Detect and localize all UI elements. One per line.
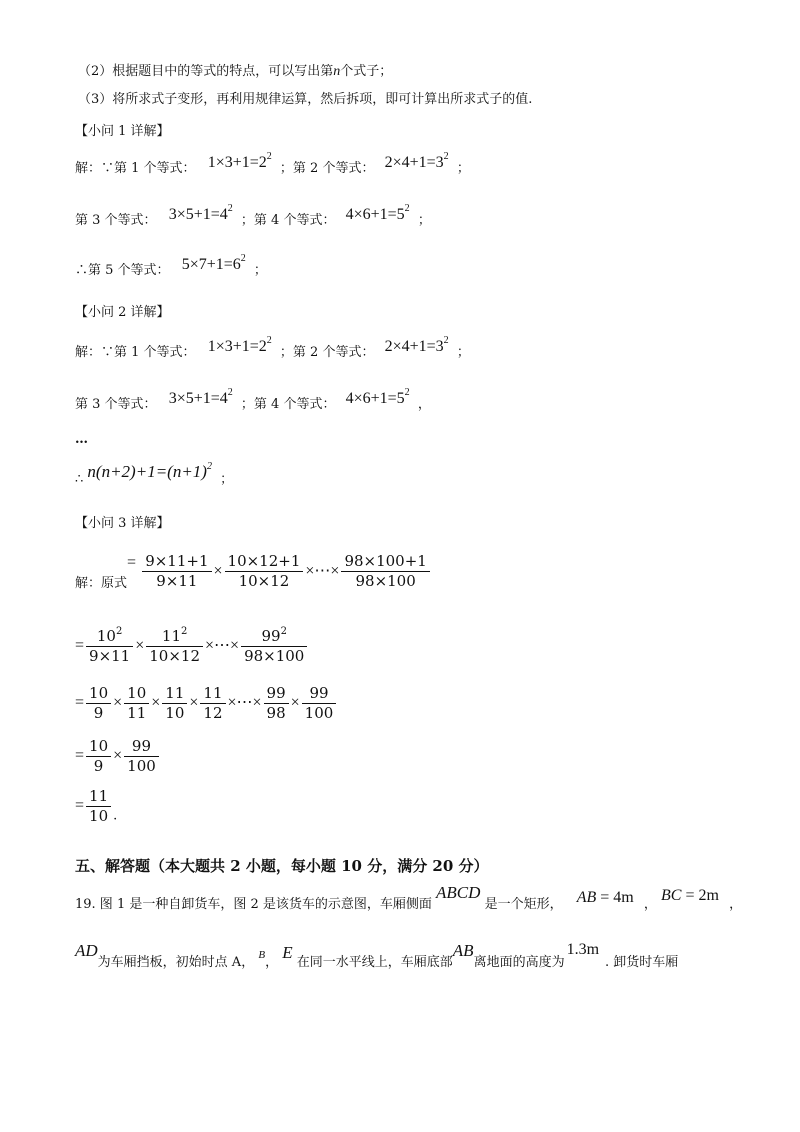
- p19-ad-text: 为车厢挡板，初始时点 A，: [97, 955, 255, 970]
- q2-header: 【小问 2 详解】: [75, 305, 170, 320]
- intro-line-2: [78, 64, 392, 80]
- semi: ；: [220, 472, 234, 487]
- equals: =: [127, 554, 137, 571]
- solve-label: 解：∵第 1 个等式：: [75, 161, 196, 176]
- solve-label: 解：∵第 1 个等式：: [75, 345, 196, 360]
- fraction: [86, 788, 111, 825]
- eq-3-base: 3×5+1=4: [168, 390, 228, 407]
- intro-text: （2）根据题目中的等式的特点，可以写出第: [78, 64, 334, 79]
- general-base: n(n+2)+1=(n+1): [87, 462, 207, 481]
- fraction: [241, 625, 307, 665]
- exp: 2: [266, 335, 272, 346]
- denominator: 9: [93, 756, 104, 775]
- exp: 2: [206, 461, 212, 472]
- numerator: 11: [200, 685, 225, 704]
- eq-5-base: 5×7+1=6: [181, 256, 241, 273]
- sep: ；第 2 个等式：: [279, 161, 375, 176]
- solve-label: 解：原式: [75, 576, 128, 591]
- exp: 2: [443, 335, 449, 346]
- eq-2: [384, 335, 449, 355]
- q2-general: [75, 461, 234, 488]
- q1-line-3: [75, 253, 267, 279]
- exp: 2: [115, 625, 123, 637]
- denominator: 11: [127, 703, 147, 722]
- eq-4: [345, 203, 410, 223]
- exp: 2: [181, 625, 188, 637]
- eq-4-base: 4×6+1=5: [345, 206, 405, 223]
- q3-row-5: [75, 786, 117, 837]
- sep: ；第 4 个等式：: [240, 213, 336, 228]
- semi: ；: [417, 213, 431, 228]
- times: ×: [113, 694, 123, 711]
- ab-equation: [577, 889, 634, 906]
- q3-row-4: [75, 736, 161, 777]
- numerator: 98×100+1: [341, 553, 429, 572]
- exp: 2: [227, 203, 233, 214]
- eq-1-base: 1×3+1=2: [207, 154, 267, 171]
- q3-header: 【小问 3 详解】: [75, 516, 170, 531]
- q2-line-2: [75, 387, 431, 413]
- p19-tail: . 卸货时车厢: [605, 955, 679, 970]
- sep: ；第 2 个等式：: [279, 345, 375, 360]
- numerator: 10: [124, 685, 149, 704]
- exp: 2: [266, 151, 272, 162]
- q2-line-1: [75, 335, 470, 361]
- denominator: 100: [127, 756, 156, 775]
- fraction: [124, 738, 159, 775]
- numerator: 11: [162, 685, 187, 704]
- numerator: [146, 625, 203, 647]
- denominator: 98×100: [355, 572, 416, 590]
- denominator: 98×100: [244, 646, 305, 665]
- eq-3-base: 3×5+1=4: [168, 206, 228, 223]
- exp: 2: [443, 151, 449, 162]
- fraction: [200, 685, 225, 722]
- semi: ；: [456, 161, 470, 176]
- p19-e-text: 在同一水平线上，车厢底部: [296, 955, 453, 970]
- q1-header: 【小问 1 详解】: [75, 124, 170, 139]
- general-formula: [87, 462, 212, 481]
- eq-2: [384, 151, 449, 171]
- times: ×: [113, 747, 123, 764]
- eq-3: [168, 387, 233, 407]
- q3-row-1: [75, 543, 432, 604]
- denominator: 10×12: [149, 646, 201, 665]
- fraction: [86, 685, 111, 722]
- eq-2-base: 2×4+1=3: [384, 338, 444, 355]
- eq-2-base: 2×4+1=3: [384, 154, 444, 171]
- times-ellipsis: ×⋯×: [205, 637, 240, 654]
- numerator: 11: [86, 788, 111, 807]
- var-ad: AD: [75, 941, 98, 960]
- numerator-base: 99: [261, 626, 281, 645]
- bc-value: = 2m: [681, 887, 719, 904]
- exp: 2: [227, 387, 233, 398]
- numerator: 99: [124, 738, 159, 757]
- fraction: [264, 685, 289, 722]
- label-3: 第 3 个等式：: [75, 397, 157, 412]
- times-ellipsis: ×⋯×: [227, 694, 262, 711]
- var-n: n: [333, 64, 341, 79]
- q1-line-2: [75, 203, 431, 229]
- sep: ；第 4 个等式：: [240, 397, 336, 412]
- times-ellipsis: ×⋯×: [305, 562, 340, 580]
- numerator-base: 11: [161, 626, 181, 645]
- times: ×: [213, 562, 223, 580]
- p19-line-1: [75, 883, 743, 913]
- numerator: 10: [86, 738, 111, 757]
- denominator: 10×12: [238, 572, 290, 590]
- denominator: 10: [165, 703, 185, 722]
- height-value: 1.3m: [566, 941, 600, 958]
- denominator: 9: [93, 703, 104, 722]
- q1-line-1: [75, 151, 470, 177]
- comma: ，: [643, 897, 657, 912]
- var-abcd: ABCD: [436, 883, 481, 902]
- numerator: 9×11+1: [142, 553, 211, 572]
- semi: ；: [253, 263, 267, 278]
- exp: 2: [404, 203, 410, 214]
- equals: =: [75, 747, 85, 764]
- semi: ；: [456, 345, 470, 360]
- comma: ，: [265, 955, 279, 970]
- times: ×: [135, 637, 145, 654]
- eq-3: [168, 203, 233, 223]
- intro-text-end: 个式子；: [340, 64, 393, 79]
- denominator: 9×11: [156, 572, 198, 590]
- numerator: 10: [86, 685, 111, 704]
- times: ×: [151, 694, 161, 711]
- fraction: [146, 625, 203, 665]
- therefore-label: ∴第 5 个等式：: [75, 263, 170, 278]
- denominator: 98: [266, 703, 286, 722]
- comma: ，: [729, 897, 743, 912]
- q3-row-2: [75, 626, 309, 667]
- denominator: 10: [89, 806, 109, 825]
- p19-lead: 19. 图 1 是一种自卸货车，图 2 是该货车的示意图，车厢侧面: [75, 897, 432, 912]
- fraction: [225, 553, 304, 590]
- exp: 2: [240, 253, 246, 264]
- eq-1: [207, 151, 272, 171]
- numerator: 99: [302, 685, 337, 704]
- q3-row-3: [75, 683, 338, 724]
- ellipsis: …: [75, 432, 88, 447]
- fraction: [142, 553, 211, 590]
- numerator: [241, 625, 307, 647]
- fraction: [124, 685, 149, 722]
- fraction: [341, 553, 429, 590]
- var-b: B: [258, 949, 266, 961]
- intro-line-3: （3）将所求式子变形，再利用规律运算，然后拆项，即可计算出所求式子的值.: [78, 92, 533, 107]
- eq-4-base: 4×6+1=5: [345, 390, 405, 407]
- equals: =: [75, 694, 85, 711]
- denominator: 100: [304, 703, 334, 722]
- period: .: [113, 808, 118, 824]
- var-e: E: [282, 943, 293, 962]
- fraction: [162, 685, 187, 722]
- label-3: 第 3 个等式：: [75, 213, 157, 228]
- p19-line-2: [75, 941, 679, 971]
- var-ab: AB: [452, 941, 474, 960]
- denominator: 12: [203, 703, 223, 722]
- equals: =: [75, 797, 85, 814]
- p19-rect: 是一个矩形，: [484, 897, 563, 912]
- eq-5: [181, 253, 246, 273]
- therefore: ∴: [75, 472, 84, 487]
- fraction: [86, 625, 133, 665]
- exp: 2: [280, 625, 287, 637]
- eq-1: [207, 335, 272, 355]
- section-5-title: 五、解答题（本大题共 2 小题，每小题 10 分，满分 20 分）: [75, 857, 489, 875]
- fraction: [302, 685, 337, 722]
- var-bc: BC: [661, 887, 682, 904]
- eq-1-base: 1×3+1=2: [207, 338, 267, 355]
- var-ab: AB: [576, 889, 597, 906]
- equals: =: [75, 637, 85, 654]
- exp: 2: [404, 387, 410, 398]
- times: ×: [189, 694, 199, 711]
- comma: ，: [417, 397, 431, 412]
- ab-value: = 4m: [596, 889, 634, 906]
- numerator: 99: [264, 685, 289, 704]
- p19-height-text: 离地面的高度为: [473, 955, 565, 970]
- numerator: [86, 625, 133, 647]
- numerator-base: 10: [96, 626, 116, 645]
- times: ×: [290, 694, 300, 711]
- fraction: [86, 738, 111, 775]
- numerator: 10×12+1: [225, 553, 304, 572]
- eq-4: [345, 387, 410, 407]
- denominator: 9×11: [89, 646, 131, 665]
- bc-equation: [661, 887, 719, 904]
